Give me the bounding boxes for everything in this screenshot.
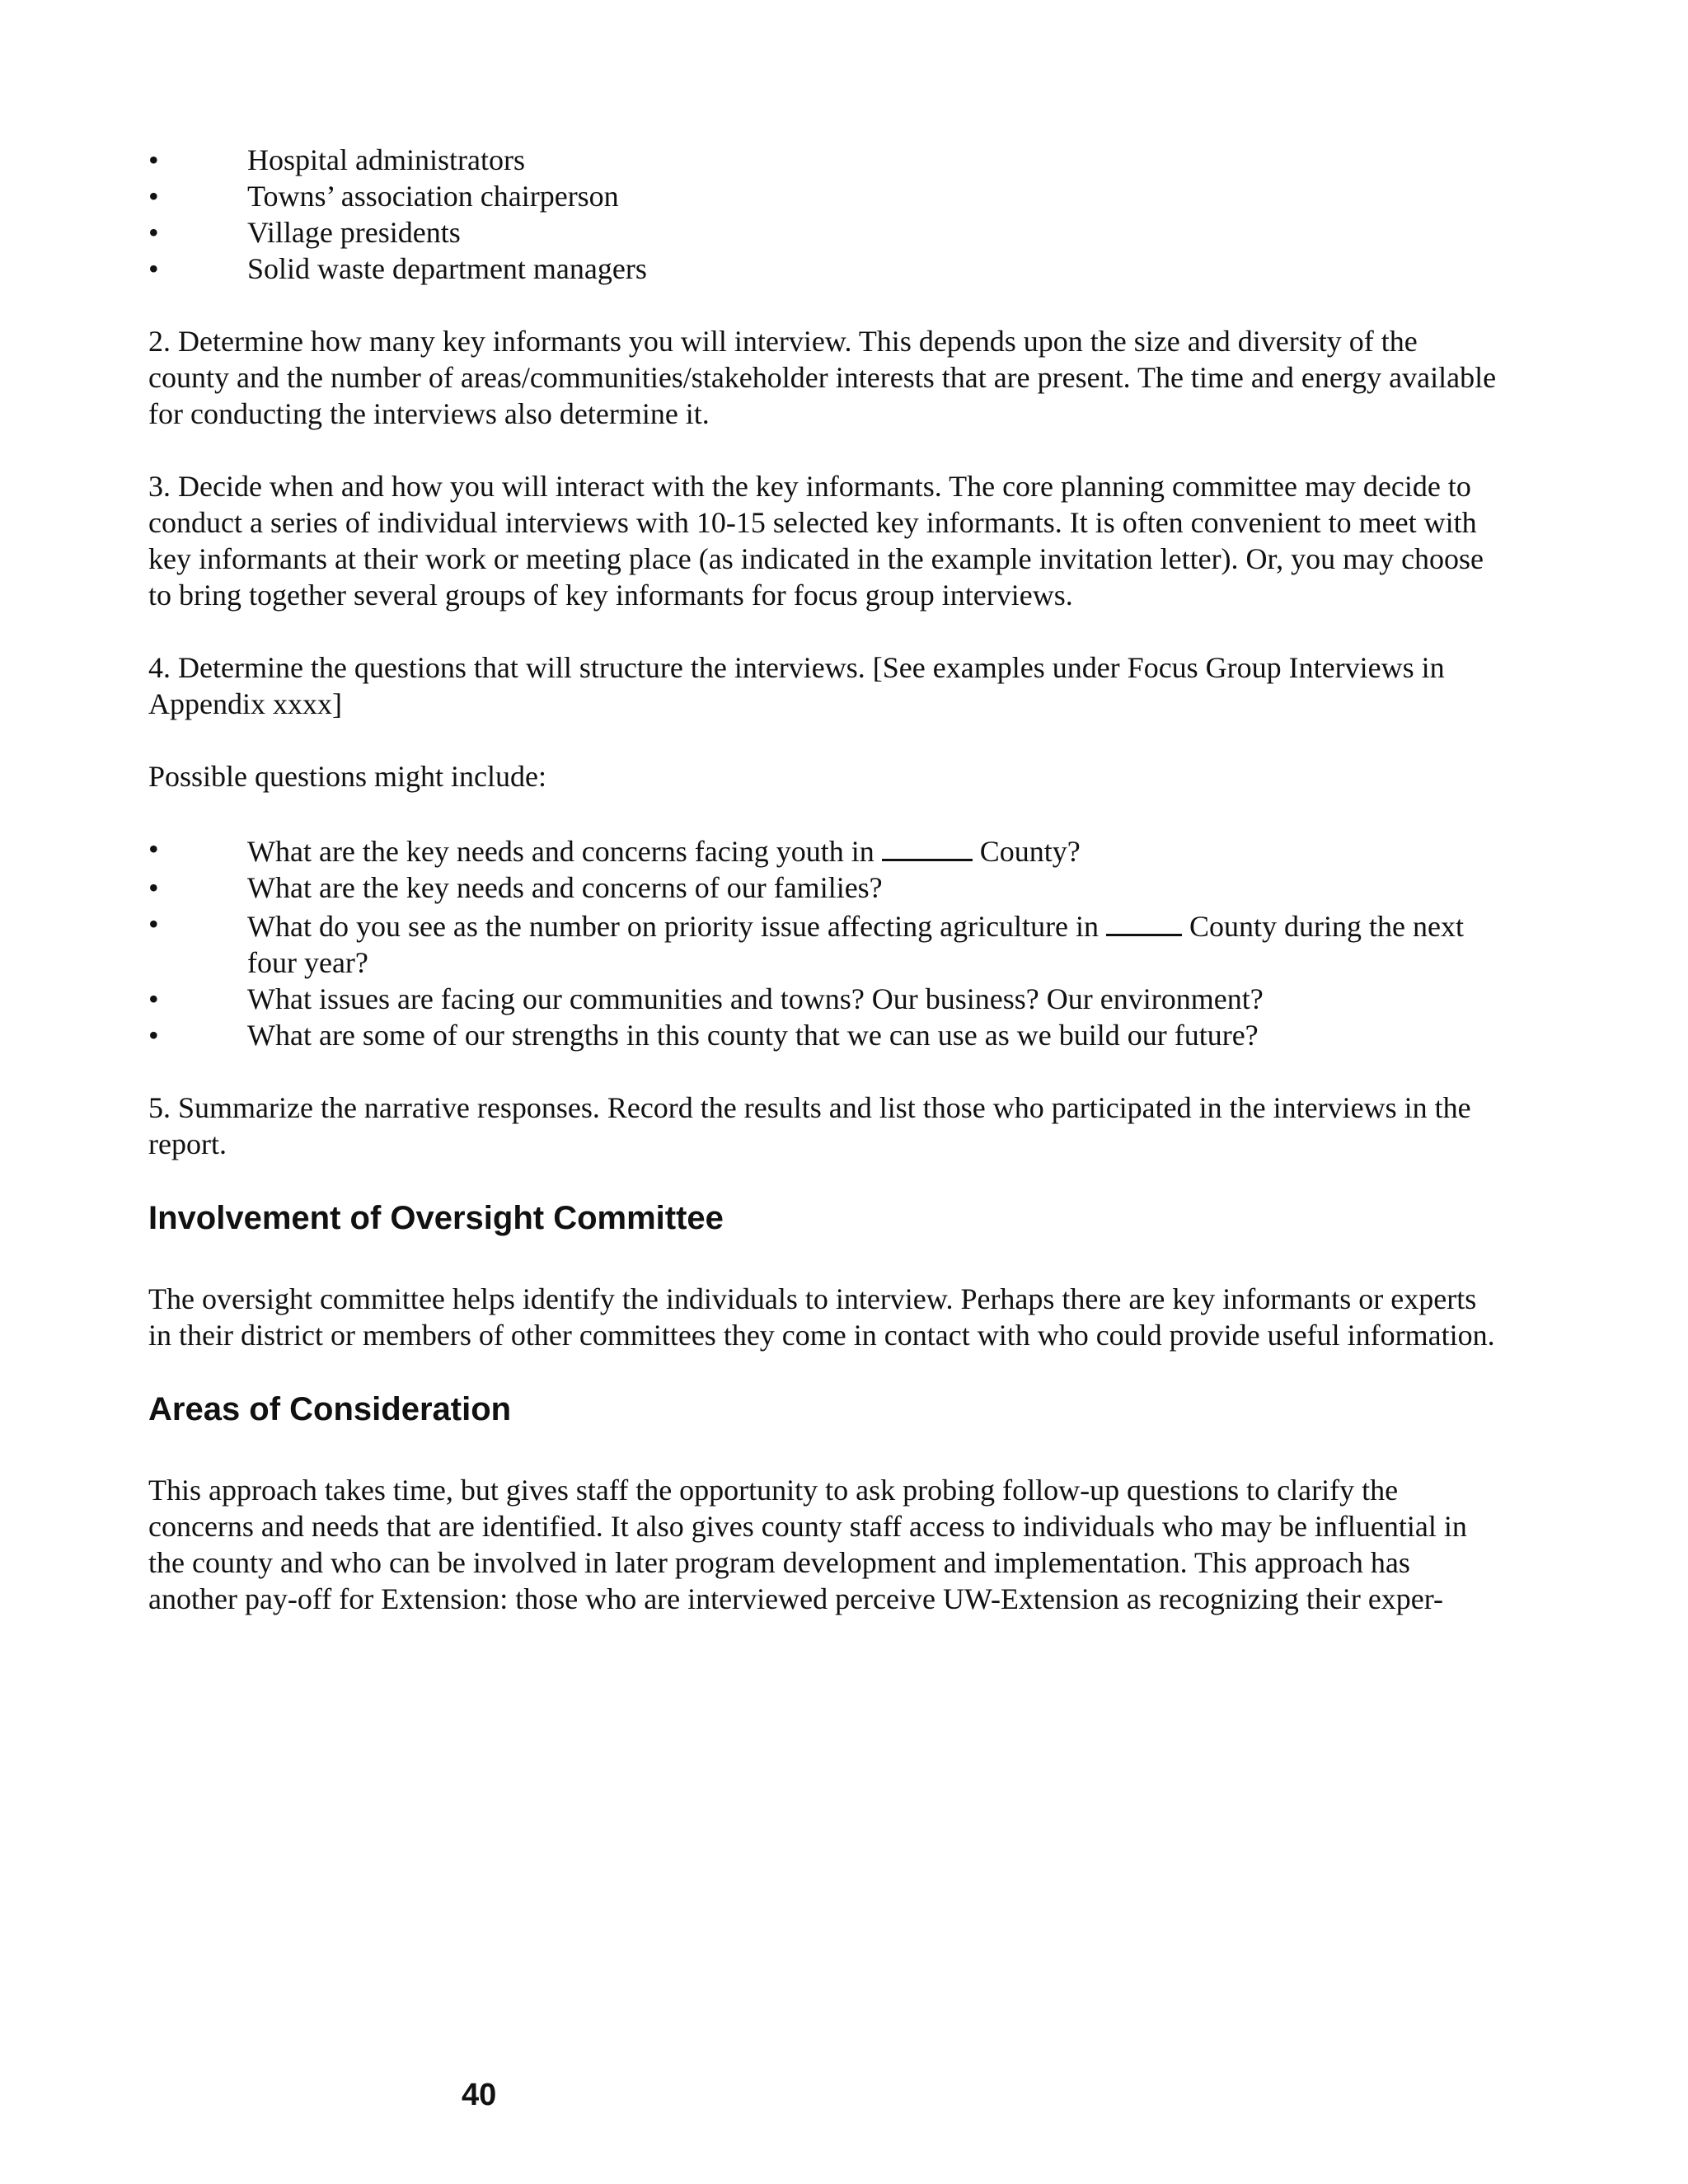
bullet: • [148,871,159,904]
step-4-paragraph: 4. Determine the questions that will structure the interviews. [See examples under Focus Group Interviews in Appendix xxxx] [148,651,1445,720]
list-item: • Towns’ association chairperson [148,180,619,213]
fill-in-blank [1106,906,1182,936]
bullet: • [148,180,159,213]
list-item: • What are the key needs and concerns of our families? [148,871,883,904]
question-list [148,831,1500,1053]
section-heading-oversight: Involvement of Oversight Committee [148,1200,724,1236]
list-item: • What issues are facing our communities and towns? Our business? Our environment? [148,982,1264,1015]
informant-type-list [148,142,1500,287]
fill-in-blank [882,831,973,861]
page-content [148,142,1500,1617]
possible-questions-label: Possible questions might include: [148,760,546,793]
bullet: • [148,982,159,1015]
bullet: • [148,216,159,249]
list-item: • What are the key needs and concerns facing youth in County? [148,832,1081,868]
consideration-paragraph: This approach takes time, but gives staff the opportunity to ask probing follow-up questions to clarify the concerns and needs that are identified. It also gives county staff access to individuals who may be influential in the county and who can be involved in later program development and implementation. This approach has another pay-off for Extension: those who are interviewed perceive UW-Extension as recognizing their exper- [148,1474,1467,1615]
page-number: 40 [462,2078,497,2112]
bullet: • [148,907,159,940]
bullet: • [148,143,159,176]
step-2-paragraph: 2. Determine how many key informants you will interview. This depends upon the size and diversity of the county and the number of areas/communities/stakeholder interests that are present. The time and energy available for conducting the interviews also determine it. [148,325,1497,430]
bullet: • [148,1019,159,1052]
bullet: • [148,252,159,285]
section-heading-consideration: Areas of Consideration [148,1391,512,1427]
step-5-paragraph: 5. Summarize the narrative responses. Record the results and list those who participated in the interviews in the report. [148,1091,1471,1160]
list-item: • What are some of our strengths in this county that we can use as we build our future? [148,1019,1259,1052]
list-item: • Solid waste department managers [148,252,647,285]
list-item: • Hospital administrators [148,143,525,176]
step-3-paragraph: 3. Decide when and how you will interact with the key informants. The core planning committee may decide to conduct a series of individual interviews with 10-15 selected key informants. It is often convenient to meet with key informants at their work or meeting place (as indicated in the example invitation letter). Or, you may choose to bring together several groups of key informants for focus group interviews. [148,470,1484,612]
bullet: • [148,832,159,865]
list-item: • Village presidents [148,216,461,249]
oversight-paragraph: The oversight committee helps identify the individuals to interview. Perhaps there are key informants or experts in their district or members of other committees they come in contact with who could provide useful information. [148,1282,1495,1352]
list-item: • What do you see as the number on priority issue affecting agriculture in County during the next four year? [148,907,1464,979]
